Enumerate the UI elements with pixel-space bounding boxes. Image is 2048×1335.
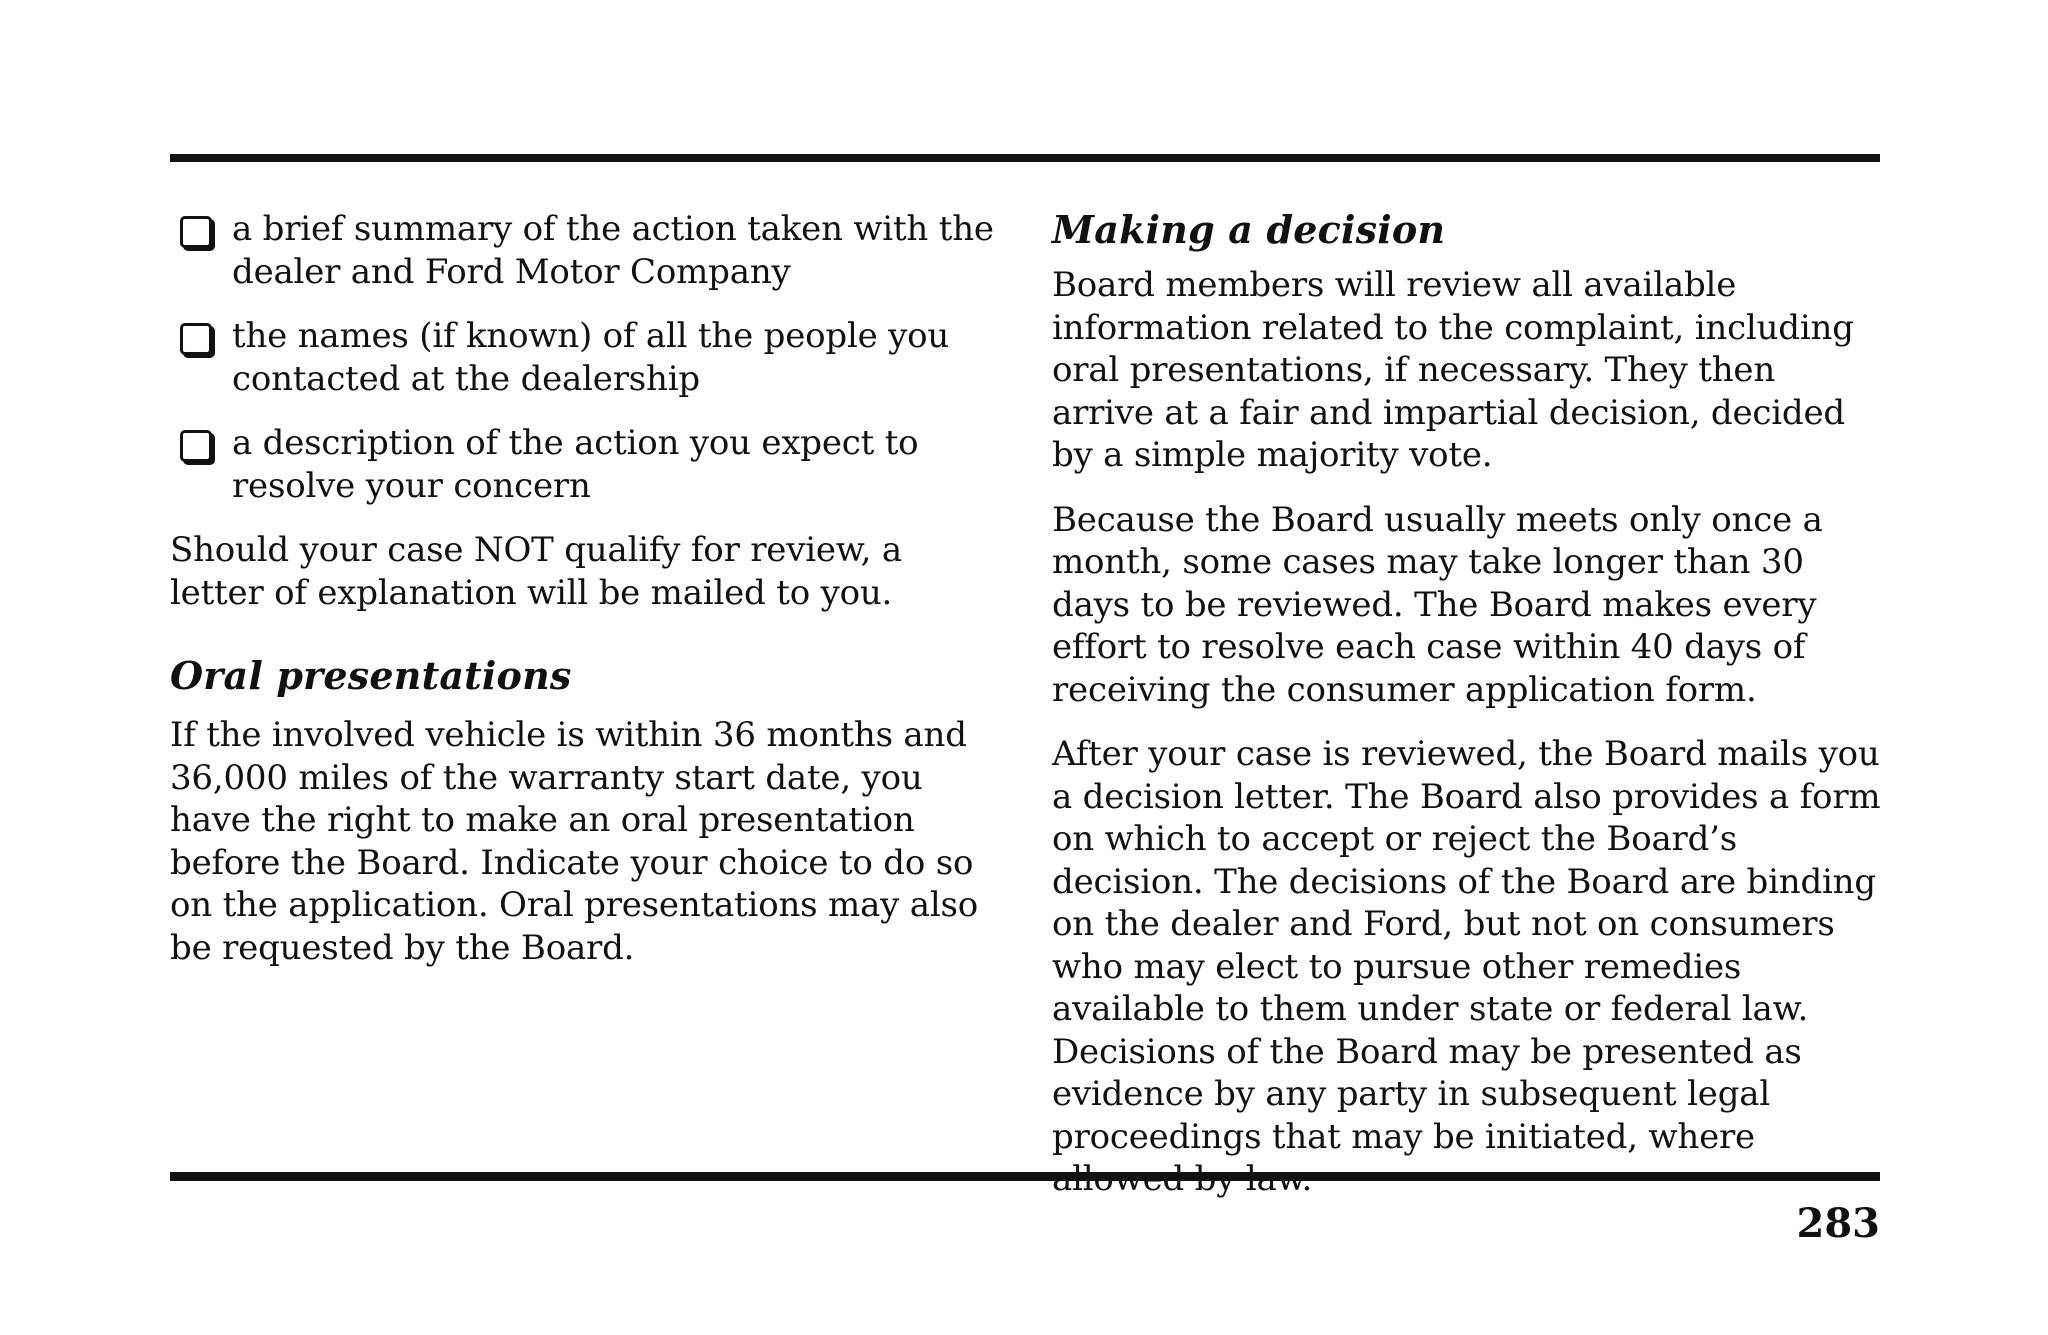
- making-decision-heading: Making a decision: [1052, 207, 1446, 252]
- right-column: [1052, 208, 1882, 1223]
- page-number: 283: [1796, 1200, 1880, 1247]
- oral-presentations-heading: Oral presentations: [170, 653, 572, 698]
- checkbox-icon: [180, 430, 212, 462]
- top-rule: [170, 154, 1880, 162]
- decision-paragraph: After your case is reviewed, the Board mails you a decision letter. The Board also provides a form on which to accept or reject the Board’s decision. The decisions of the Board are binding on the dealer and Ford, but not on consumers who may elect to pursue other remedies available to them under state or federal law. Decisions of the Board may be presented as evidence by any party in subsequent legal proceedings that may be initiated, where: [1052, 734, 1881, 1157]
- bottom-rule: [170, 1172, 1880, 1181]
- checklist-item: [170, 315, 1000, 400]
- checklist-item-text: a description of the action you expect to resolve your concern: [232, 423, 919, 506]
- checklist-item: [170, 422, 1000, 507]
- checklist-item-text: a brief summary of the action taken with the dealer and Ford Motor Company: [232, 209, 994, 292]
- oral-presentations-paragraph: If the involved vehicle is within 36 months and 36,000 miles of the warranty start date, you have the right to make an oral presentation before the Board. Indicate your choice to do so on the application. Oral presentations may also be requested by the Board.: [170, 715, 979, 968]
- checkbox-icon: [180, 216, 212, 248]
- decision-paragraph: Because the Board usually meets only once a month, some cases may take longer than 30 days to be reviewed. The Board makes every effort to resolve each case within 40 days of receiving the consumer application form.: [1052, 499, 1823, 710]
- left-column: [170, 208, 1000, 991]
- checklist-item-text: the names (if known) of all the people you contacted at the dealership: [232, 316, 950, 399]
- not-qualify-paragraph: Should your case NOT qualify for review, a letter of explanation will be mailed to you.: [170, 530, 902, 613]
- checkbox-icon: [180, 323, 212, 355]
- checklist-item: [170, 208, 1000, 293]
- decision-paragraph: Board members will review all available information related to the complaint, including oral presentations, if necessary. They then arrive at a fair and impartial decision, decided by a simple majority vote.: [1052, 265, 1854, 475]
